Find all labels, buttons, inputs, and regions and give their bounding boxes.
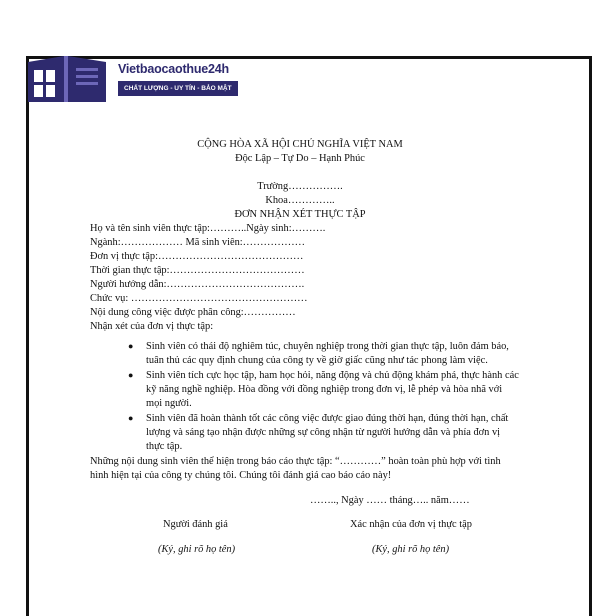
evaluator-signature-note: (Ký, ghi rõ họ tên) xyxy=(158,544,236,555)
evaluator-title: Người đánh giá xyxy=(163,519,228,530)
company-confirm-title: Xác nhận của đơn vị thực tập xyxy=(350,519,472,530)
bullet-1-line-1: Sinh viên có thái độ nghiêm túc, chuyên nghiệp trong thời gian thực tập, luôn đảm bảo, xyxy=(146,341,509,352)
bullet-3-line-3: thực tập. xyxy=(146,441,183,452)
bullet-1-line-2: tuân thủ các quy định chung của công ty về giờ giấc cũng như tác phong làm việc. xyxy=(146,355,488,366)
bullet-3-line-1: Sinh viên đã hoàn thành tốt các công việc được giao đúng thời hạn, đúng thời hạn, chất xyxy=(146,413,509,424)
field-evaluation-heading: Nhận xét của đơn vị thực tập: xyxy=(90,321,214,332)
brand-logo xyxy=(18,52,232,108)
bullet-icon: ● xyxy=(128,413,134,423)
school-line: Trường……………. xyxy=(257,181,343,192)
bullet-2-line-2: kỹ năng nghề nghiệp. Hòa đồng với đồng nghiệp trong đơn vị, lễ phép và hòa nhã với xyxy=(146,384,503,395)
book-icon xyxy=(24,52,110,104)
bullet-icon: ● xyxy=(128,370,134,380)
closing-line-1: Những nội dung sinh viên thể hiện trong báo cáo thực tập: “…………” hoàn toàn phù hợp với tình xyxy=(90,456,501,467)
field-company: Đơn vị thực tập:…………………………………… xyxy=(90,251,304,262)
field-supervisor: Người hướng dẫn:…………………………………. xyxy=(90,279,305,290)
bullet-2-line-1: Sinh viên tích cực học tập, ham học hỏi, năng động và chủ động khám phá, thực hành các xyxy=(146,370,519,381)
bullet-icon: ● xyxy=(128,341,134,351)
motto: Độc Lập – Tự Do – Hạnh Phúc xyxy=(235,153,365,164)
company-signature-note: (Ký, ghi rõ họ tên) xyxy=(372,544,450,555)
document-title: ĐƠN NHẬN XÉT THỰC TẬP xyxy=(234,209,366,220)
field-major: Ngành:……………… Mã sinh viên:……………… xyxy=(90,237,306,248)
brand-name: Vietbaocaothue24h xyxy=(118,62,229,76)
bullet-2-line-3: mọi người. xyxy=(146,398,192,409)
closing-line-2: hình hiện tại của công ty chúng tôi. Chúng tôi đánh giá cao báo cáo này! xyxy=(90,470,392,481)
brand-tagline: CHẤT LƯỢNG - UY TÍN - BẢO MẬT xyxy=(118,81,238,96)
country-heading: CỘNG HÒA XÃ HỘI CHỦ NGHĨA VIỆT NAM xyxy=(197,139,403,150)
field-student-name: Họ và tên sinh viên thực tập:………..Ngày sinh:………. xyxy=(90,223,326,234)
field-assigned-work: Nội dung công việc được phân công:…………… xyxy=(90,307,296,318)
field-period: Thời gian thực tập:………………………………… xyxy=(90,265,305,276)
field-position: Chức vụ: …………………………………………… xyxy=(90,293,308,304)
bullet-3-line-2: lượng và sáng tạo nhận được những sự công nhận từ người hướng dẫn và phía đơn vị xyxy=(146,427,501,438)
date-line: …….., Ngày …… tháng….. năm…… xyxy=(310,495,470,506)
faculty-line: Khoa………….. xyxy=(265,195,335,206)
